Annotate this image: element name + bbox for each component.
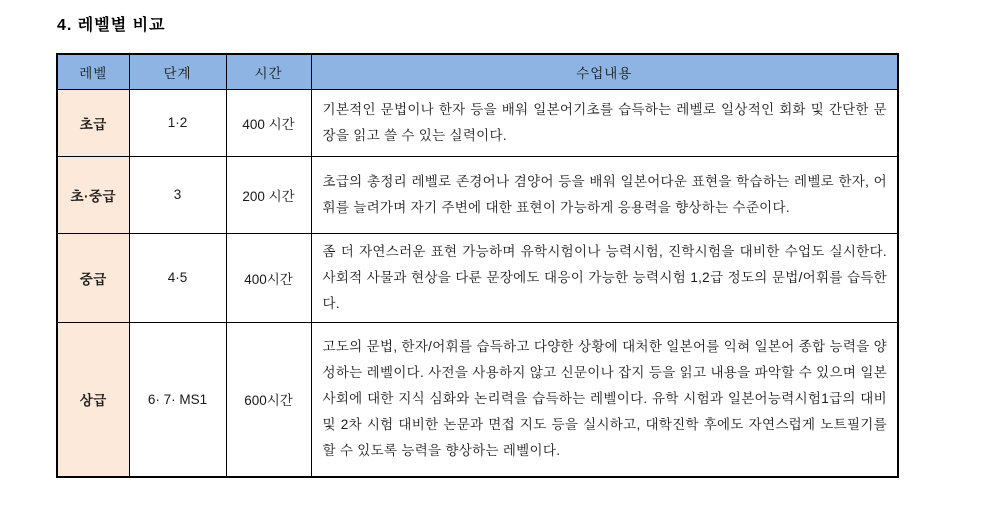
table-header-row <box>57 54 898 89</box>
stage-cell: 4·5 <box>129 233 226 322</box>
table-row <box>57 233 898 322</box>
level-cell: 상급 <box>57 322 129 477</box>
stage-cell: 1·2 <box>129 89 226 156</box>
section-title: 4. 레벨별 비교 <box>57 17 166 34</box>
level-cell: 초급 <box>57 89 129 156</box>
level-comparison-table <box>56 53 899 478</box>
table-row <box>57 322 898 477</box>
content-cell: 기본적인 문법이나 한자 등을 배워 일본어기초를 습득하는 레벨로 일상적인 회화 및 간단한 문장을 읽고 쓸 수 있는 실력이다. <box>311 89 898 156</box>
hours-cell: 200 시간 <box>226 156 311 233</box>
hours-cell: 400시간 <box>226 233 311 322</box>
header-hours: 시간 <box>226 54 311 89</box>
level-cell: 초·중급 <box>57 156 129 233</box>
table-row <box>57 89 898 156</box>
stage-cell: 6· 7· MS1 <box>129 322 226 477</box>
stage-cell: 3 <box>129 156 226 233</box>
header-stage: 단계 <box>129 54 226 89</box>
table-row <box>57 156 898 233</box>
hours-cell: 600시간 <box>226 322 311 477</box>
header-level: 레벨 <box>57 54 129 89</box>
level-cell: 중급 <box>57 233 129 322</box>
content-cell: 좀 더 자연스러운 표현 가능하며 유학시험이나 능력시험, 진학시험을 대비한 수업도 실시한다. 사회적 사물과 현상을 다룬 문장에도 대응이 가능한 능력시험 1,2급 정도의 문법/어휘를 습득한다. <box>311 233 898 322</box>
content-cell: 초급의 총정리 레벨로 존경어나 겸양어 등을 배워 일본어다운 표현을 학습하는 레벨로 한자, 어휘를 늘려가며 자기 주변에 대한 표현이 가능하게 응용력을 향상하는 수준이다. <box>311 156 898 233</box>
header-content: 수업내용 <box>311 54 898 89</box>
content-cell: 고도의 문법, 한자/어휘를 습득하고 다양한 상황에 대처한 일본어를 익혀 일본어 종합 능력을 양성하는 레벨이다. 사전을 사용하지 않고 신문이나 잡지 등을 읽고 내용을 파악할 수 있으며 일본사회에 대한 지식 심화와 논리력을 습득하는 레벨이다. 유학 시험과 일본어능력시험1급의 대비 및 2차 시험 대비한 논문과 면접 지도 등을 실시하고, 대학진학 후에도 자연스럽게 노트필기를 할 수 있도록 능력을 향상하는 레벨이다. <box>311 322 898 477</box>
hours-cell: 400 시간 <box>226 89 311 156</box>
